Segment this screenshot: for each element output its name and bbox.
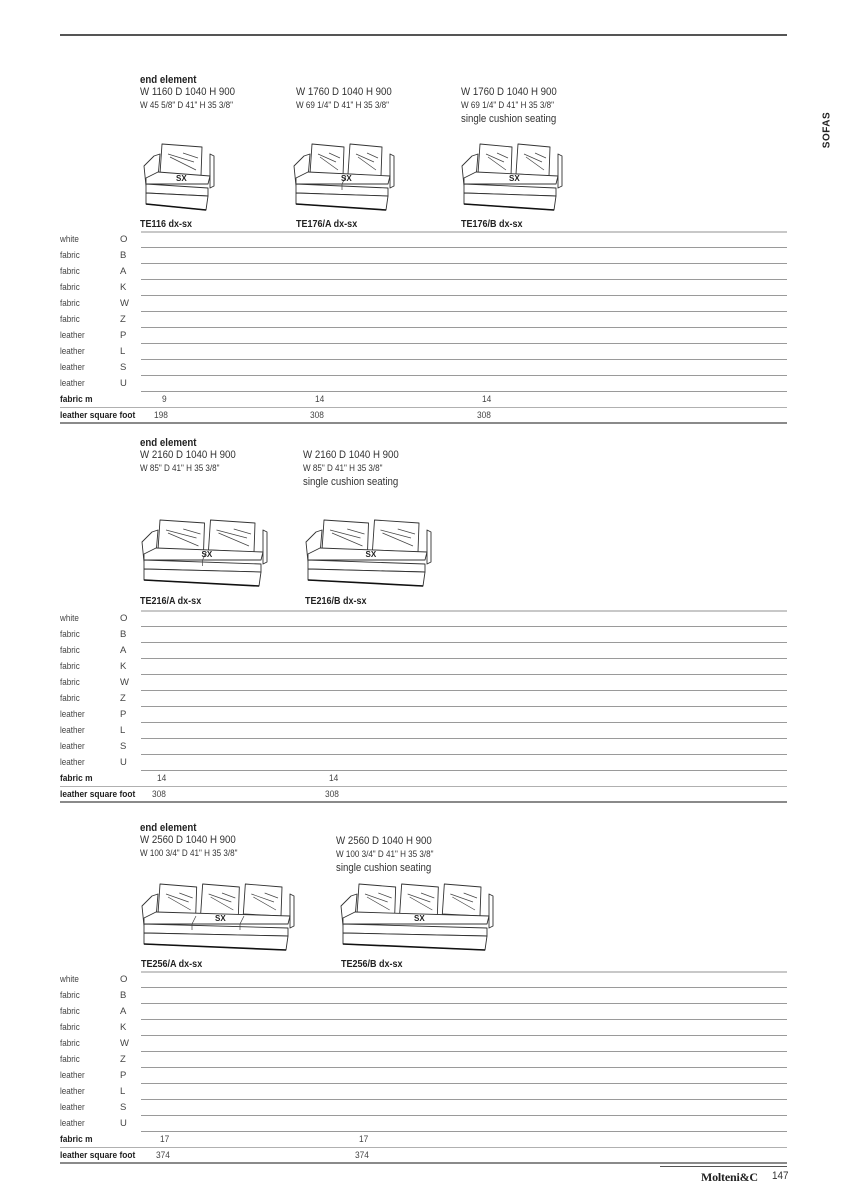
back-cushion — [158, 884, 197, 916]
side-label: SX — [509, 174, 520, 183]
product-kind: end element — [140, 437, 197, 449]
material-code: U — [120, 1118, 127, 1129]
dims-mm: W 1760 D 1040 H 900 — [296, 86, 392, 98]
material-row — [60, 232, 787, 248]
material-code: K — [120, 282, 127, 293]
leather-sqft-label: leather square foot — [60, 410, 136, 421]
dims-in: W 85" D 41" H 35 3/8" — [140, 463, 220, 474]
fabric-m-value: 17 — [359, 1134, 369, 1145]
material-row — [60, 988, 787, 1004]
section-tab-label: SOFAS — [821, 111, 833, 149]
back-stub — [210, 154, 214, 188]
back-cushion — [478, 144, 512, 176]
material-code: P — [120, 330, 127, 341]
material-type: fabric — [60, 645, 80, 656]
material-type: leather — [60, 709, 85, 720]
leather-sqft-label: leather square foot — [60, 1150, 136, 1161]
material-code: K — [120, 661, 127, 672]
seating-note: single cushion seating — [303, 476, 399, 488]
material-row — [60, 723, 787, 739]
back-cushion — [209, 520, 256, 552]
material-type: fabric — [60, 661, 80, 672]
sofa-drawing-te256b — [337, 878, 499, 953]
brand-logo: Molteni&C — [701, 1170, 758, 1184]
product-te116 — [140, 74, 249, 112]
material-type: fabric — [60, 693, 80, 704]
fabric-m-value: 9 — [162, 394, 167, 405]
material-code: S — [120, 362, 127, 373]
dims-in: W 100 3/4" D 41" H 35 3/8" — [336, 849, 434, 860]
material-type: fabric — [60, 990, 80, 1001]
row-rule — [60, 801, 787, 803]
material-code: L — [120, 346, 126, 357]
material-table — [60, 972, 787, 1164]
fabric-m-value: 14 — [482, 394, 492, 405]
material-type: white — [60, 613, 79, 624]
material-type: fabric — [60, 1006, 80, 1017]
model-code: TE256/A dx-sx — [141, 959, 203, 970]
material-row — [60, 1100, 787, 1116]
material-type: leather — [60, 1102, 85, 1113]
dims-in: W 100 3/4" D 41" H 35 3/8" — [140, 848, 238, 859]
page-number: 147 — [772, 1170, 789, 1182]
material-row — [60, 360, 787, 376]
top-rule — [60, 34, 787, 36]
back-cushion — [516, 144, 550, 176]
dims-mm: W 1760 D 1040 H 900 — [461, 86, 557, 98]
material-type: fabric — [60, 266, 80, 277]
material-code: K — [120, 1022, 127, 1033]
material-row — [60, 1068, 787, 1084]
fabric-m-label: fabric m — [60, 394, 93, 405]
back-stub — [390, 154, 394, 188]
material-type: leather — [60, 362, 85, 373]
material-row — [60, 691, 787, 707]
model-code: TE216/A dx-sx — [140, 596, 202, 607]
material-code: S — [120, 741, 127, 752]
material-code: Z — [120, 693, 126, 704]
material-code: U — [120, 378, 127, 389]
back-stub — [558, 154, 562, 188]
material-type: fabric — [60, 1054, 80, 1065]
model-code: TE116 dx-sx — [140, 219, 193, 230]
side-label: SX — [215, 914, 226, 923]
product-te216a — [140, 437, 249, 475]
model-code: TE176/B dx-sx — [461, 219, 523, 230]
side-label: SX — [414, 914, 425, 923]
material-code: U — [120, 757, 127, 768]
back-stub — [489, 894, 493, 928]
material-code: B — [120, 629, 127, 640]
back-cushion — [310, 144, 344, 176]
material-row — [60, 675, 787, 691]
material-row — [60, 611, 787, 627]
material-code: L — [120, 1086, 126, 1097]
leather-sqft-value: 374 — [156, 1150, 170, 1161]
seating-note: single cushion seating — [461, 113, 557, 125]
leather-sqft-value: 308 — [477, 410, 491, 421]
leather-sqft-label: leather square foot — [60, 789, 136, 800]
back-stub — [263, 530, 267, 564]
material-type: fabric — [60, 1038, 80, 1049]
sofa-drawing-te216a — [138, 514, 273, 589]
fabric-m-value: 14 — [157, 773, 167, 784]
product-te176a — [296, 86, 405, 112]
product-kind: end element — [140, 822, 197, 834]
back-cushion — [373, 520, 420, 552]
product-kind: end element — [140, 74, 197, 86]
material-table — [60, 232, 787, 424]
material-row — [60, 643, 787, 659]
product-te256b — [336, 835, 451, 875]
model-code: TE216/B dx-sx — [305, 596, 367, 607]
leather-sqft-row — [60, 787, 787, 803]
back-cushion — [243, 884, 282, 916]
side-label: SX — [365, 550, 377, 559]
material-row — [60, 972, 787, 988]
back-cushion — [442, 884, 481, 916]
material-row — [60, 312, 787, 328]
material-row — [60, 344, 787, 360]
fabric-m-label: fabric m — [60, 1134, 93, 1145]
material-row — [60, 328, 787, 344]
fabric-m-value: 14 — [329, 773, 339, 784]
seating-note: single cushion seating — [336, 862, 432, 874]
dims-in: W 45 5/8" D 41" H 35 3/8" — [140, 100, 233, 111]
footer-rule — [660, 1166, 787, 1167]
back-cushion — [201, 884, 240, 916]
material-row — [60, 1036, 787, 1052]
dims-mm: W 2160 D 1040 H 900 — [303, 449, 399, 461]
model-code: TE176/A dx-sx — [296, 219, 358, 230]
side-label: SX — [341, 174, 352, 183]
material-row — [60, 248, 787, 264]
back-stub — [290, 894, 294, 928]
material-type: leather — [60, 346, 85, 357]
dims-in: W 69 1/4" D 41" H 35 3/8" — [296, 100, 389, 111]
material-type: leather — [60, 1086, 85, 1097]
sofa-drawing-te176b — [458, 138, 568, 213]
material-row — [60, 739, 787, 755]
material-code: L — [120, 725, 126, 736]
leather-sqft-value: 374 — [355, 1150, 369, 1161]
material-type: leather — [60, 725, 85, 736]
product-te176b — [461, 86, 570, 126]
row-rule — [60, 422, 787, 424]
fabric-m-row — [60, 392, 787, 408]
material-type: leather — [60, 1070, 85, 1081]
dims-mm: W 2560 D 1040 H 900 — [336, 835, 432, 847]
material-row — [60, 755, 787, 771]
side-label: SX — [176, 174, 187, 183]
material-code: A — [120, 645, 127, 656]
material-row — [60, 1004, 787, 1020]
material-code: B — [120, 250, 127, 261]
leather-sqft-value: 308 — [325, 789, 339, 800]
back-stub — [427, 530, 431, 564]
material-type: leather — [60, 330, 85, 341]
back-cushion — [357, 884, 396, 916]
leather-sqft-value: 308 — [310, 410, 324, 421]
material-type: white — [60, 974, 79, 985]
fabric-m-row — [60, 771, 787, 787]
dims-in: W 85" D 41" H 35 3/8" — [303, 463, 383, 474]
back-cushion — [158, 520, 205, 552]
material-code: Z — [120, 314, 126, 325]
sofa-drawing-te256a — [138, 878, 300, 953]
material-type: fabric — [60, 314, 80, 325]
material-row — [60, 1020, 787, 1036]
sofa-drawing-te216b — [302, 514, 437, 589]
material-type: leather — [60, 741, 85, 752]
dims-mm: W 2560 D 1040 H 900 — [140, 834, 236, 846]
material-code: P — [120, 1070, 127, 1081]
material-type: fabric — [60, 282, 80, 293]
material-type: fabric — [60, 250, 80, 261]
material-row — [60, 1116, 787, 1132]
dims-mm: W 2160 D 1040 H 900 — [140, 449, 236, 461]
row-rule — [60, 1162, 787, 1164]
dims-in: W 69 1/4" D 41" H 35 3/8" — [461, 100, 554, 111]
product-te256a — [140, 822, 255, 860]
material-code: O — [120, 613, 128, 624]
material-type: fabric — [60, 677, 80, 688]
material-type: fabric — [60, 629, 80, 640]
material-code: A — [120, 1006, 127, 1017]
material-code: S — [120, 1102, 127, 1113]
model-code: TE256/B dx-sx — [341, 959, 403, 970]
section-tab — [812, 105, 842, 155]
material-row — [60, 659, 787, 675]
material-code: B — [120, 990, 127, 1001]
leather-sqft-row — [60, 408, 787, 424]
material-row — [60, 627, 787, 643]
leather-sqft-value: 198 — [154, 410, 168, 421]
sofa-drawing-te116 — [140, 138, 220, 213]
fabric-m-label: fabric m — [60, 773, 93, 784]
material-code: W — [120, 677, 129, 688]
leather-sqft-value: 308 — [152, 789, 166, 800]
material-row — [60, 264, 787, 280]
sofa-drawing-te176a — [290, 138, 400, 213]
material-type: leather — [60, 378, 85, 389]
back-cushion — [160, 144, 202, 176]
material-type: fabric — [60, 1022, 80, 1033]
material-code: O — [120, 974, 128, 985]
material-code: W — [120, 298, 129, 309]
material-row — [60, 1052, 787, 1068]
material-row — [60, 280, 787, 296]
back-cushion — [322, 520, 369, 552]
material-table — [60, 611, 787, 803]
material-code: O — [120, 234, 128, 245]
fabric-m-row — [60, 1132, 787, 1148]
material-code: Z — [120, 1054, 126, 1065]
material-type: fabric — [60, 298, 80, 309]
back-cushion — [348, 144, 382, 176]
fabric-m-value: 17 — [160, 1134, 170, 1145]
material-type: white — [60, 234, 79, 245]
material-code: A — [120, 266, 127, 277]
fabric-m-value: 14 — [315, 394, 325, 405]
dims-mm: W 1160 D 1040 H 900 — [140, 86, 236, 98]
material-type: leather — [60, 1118, 85, 1129]
material-row — [60, 1084, 787, 1100]
leather-sqft-row — [60, 1148, 787, 1164]
material-row — [60, 296, 787, 312]
side-label: SX — [201, 550, 213, 559]
material-code: P — [120, 709, 127, 720]
material-row — [60, 707, 787, 723]
product-te216b — [303, 449, 412, 489]
material-row — [60, 376, 787, 392]
material-code: W — [120, 1038, 129, 1049]
material-type: leather — [60, 757, 85, 768]
back-cushion — [400, 884, 439, 916]
